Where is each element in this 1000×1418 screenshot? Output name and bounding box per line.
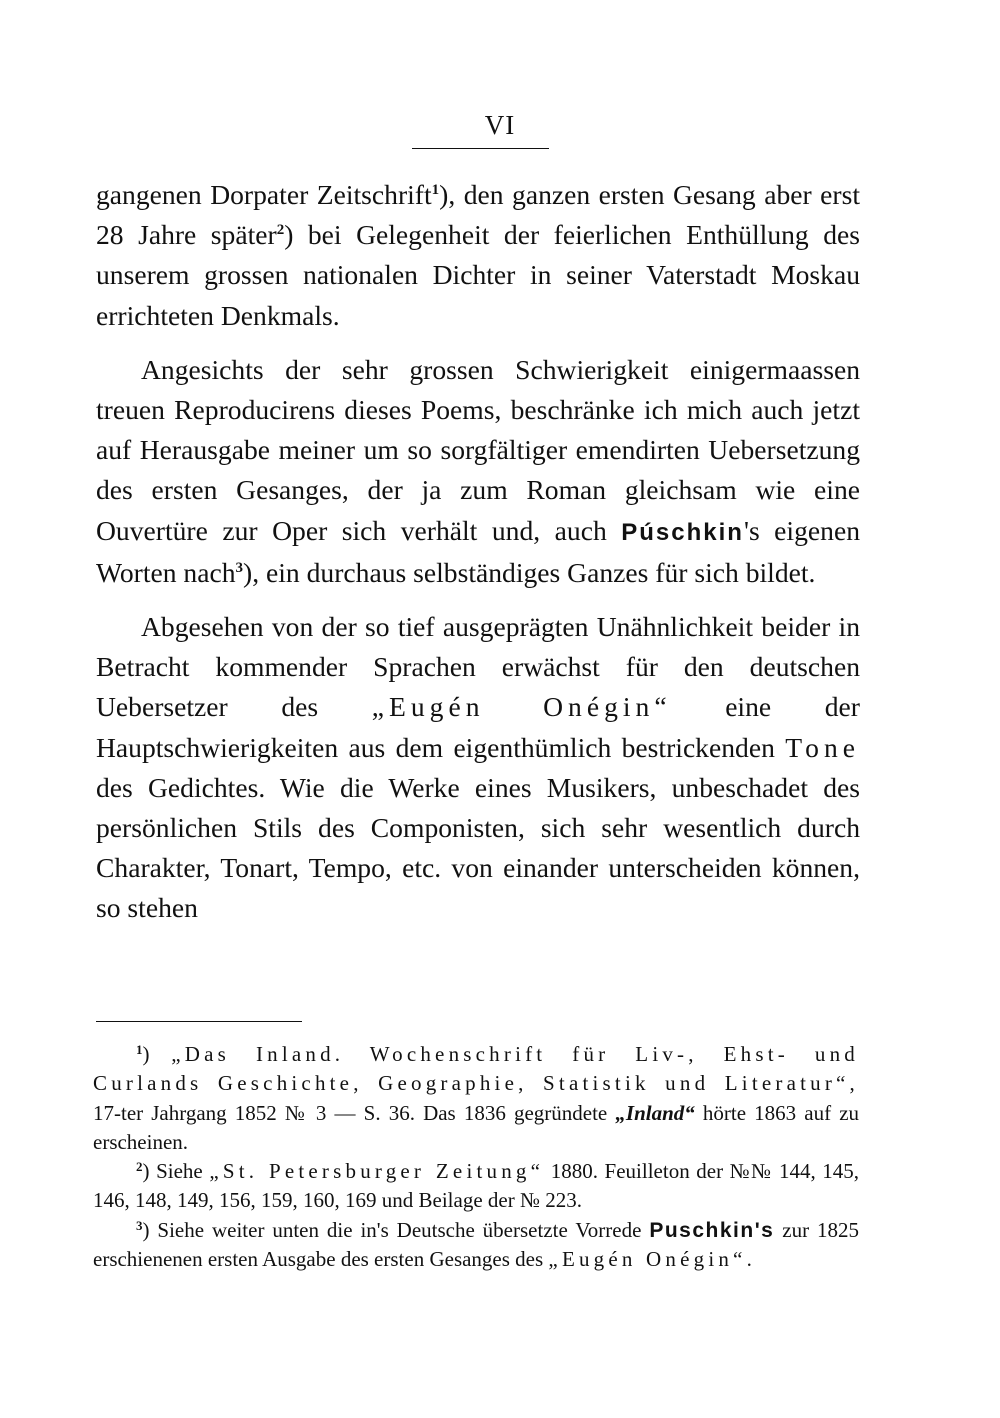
footnote-2-text-a: Siehe bbox=[156, 1159, 203, 1184]
footnote-3-mark: 3 bbox=[136, 1217, 143, 1233]
footnote-ref-2: 2 bbox=[276, 222, 285, 239]
footnote-2-text-b: 1880. Feuilleton der №№ 144, 145, 146, 148, 149, 156, 159, 160, 169 und Beilage der № 223. bbox=[93, 1159, 860, 1213]
work-title: „Eugén Onégin“ bbox=[371, 691, 672, 723]
footnotes bbox=[93, 1040, 859, 1274]
p2-text-c: ), ein durchaus selbständiges Ganzes für sich bildet. bbox=[243, 556, 816, 588]
paragraph-3 bbox=[96, 607, 860, 929]
p1-text-b: ), den ganzen ersten Gesang aber erst 28 Jahre später bbox=[96, 179, 860, 251]
footnote-ref-3: 3 bbox=[235, 559, 244, 576]
p2-text-a: Angesichts der sehr grossen Schwierigkeit einigermaassen treuen Reproducirens dieses Poems, beschränke ich mich auch jetzt auf Herausgabe meiner um so sorgfältiger emendirten Uebersetzung des ersten Gesanges, der ja zum Roman gleichsam wie eine Ouvertüre zur Oper sich verhält und, auch bbox=[96, 353, 860, 546]
footnote-ref-1: 1 bbox=[431, 182, 440, 198]
footnote-3-name: Puschkin's bbox=[649, 1218, 775, 1242]
paragraph-1 bbox=[96, 175, 860, 336]
p3-text-c: des Gedichtes. Wie die Werke eines Musikers, unbeschadet des persönlichen Stils des Componisten, sich sehr wesentlich durch Charakter, Tonart, Tempo, etc. von einander unterscheiden können, so stehen bbox=[96, 771, 860, 924]
footnote-3-text-b: zur 1825 erschienenen ersten Ausgabe des ersten Gesanges des bbox=[93, 1217, 859, 1272]
p1-text-a: gangenen Dorpater Zeitschrift bbox=[96, 179, 432, 210]
footnote-1-mark: 1 bbox=[136, 1042, 143, 1057]
footnote-3-title: „Eugén Onégin“ bbox=[548, 1247, 747, 1272]
p1-text-c: ) bei Gelegenheit der feierlichen Enthüllung des unserem grossen nationalen Dichter in seiner Vaterstadt Moskau errichteten Denkmals. bbox=[96, 219, 860, 331]
paragraph-2 bbox=[96, 350, 860, 593]
header-rule bbox=[412, 148, 549, 149]
footnote-1-text-b: hörte 1863 auf zu erscheinen. bbox=[93, 1100, 860, 1154]
footnote-3-text-a: Siehe weiter unten die in's Deutsche übersetzte Vorrede bbox=[157, 1217, 642, 1242]
footnote-3: $^3$) Siehe weiter unten die in's Deutsche übersetzte Vorrede Puschkin's zur 1825 erschienenen ersten Ausgabe des ersten Gesanges des „Eugén Onégin“. bbox=[93, 1217, 859, 1272]
footnote-2: $^2$) Siehe „St. Petersburger Zeitung“ 1880. Feuilleton der №№ 144, 145, 146, 148, 149, 156, 159, 160, 169 und Beilage der № 223. bbox=[93, 1159, 860, 1213]
tone-word: Tone bbox=[785, 731, 860, 763]
p3-text-b: eine der Hauptschwierigkeiten aus dem eigenthümlich bestrickenden bbox=[96, 691, 860, 763]
p3-text-a: Abgesehen von der so tief ausgeprägten Unähnlichkeit beider in Betracht kommender Sprachen erwächst für den deutschen Uebersetzer des bbox=[96, 611, 860, 723]
body-text bbox=[96, 175, 860, 929]
footnote-2-mark: 2 bbox=[136, 1159, 143, 1175]
footnote-3-text-c: . bbox=[746, 1247, 752, 1272]
footnote-1: $^1$) „Das Inland. Wochenschrift für Liv-, Ehst- und Curlands Geschichte, Geographie, Statistik und Literatur“, 17-ter Jahrgang 1852 № 3 — S. 36. Das 1836 gegründete „Inland“ hörte 1863 auf zu erscheinen. bbox=[93, 1042, 860, 1154]
footnote-1-text-a: 17-ter Jahrgang 1852 № 3 — S. 36. Das 1836 gegründete bbox=[93, 1100, 608, 1125]
p2-text-b: 's eigenen Worten nach bbox=[96, 514, 860, 588]
footnote-1-italic: „Inland“ bbox=[615, 1100, 695, 1125]
footnote-rule bbox=[96, 1021, 302, 1022]
footnote-1-source: „Das Inland. Wochenschrift für Liv-, Ehst- und Curlands Geschichte, Geographie, Statistik und Literatur“, bbox=[93, 1042, 859, 1096]
page-number: VI bbox=[484, 110, 516, 140]
author-name: Púschkin bbox=[621, 518, 744, 546]
footnote-2-source: „St. Petersburger Zeitung“ bbox=[209, 1159, 545, 1184]
